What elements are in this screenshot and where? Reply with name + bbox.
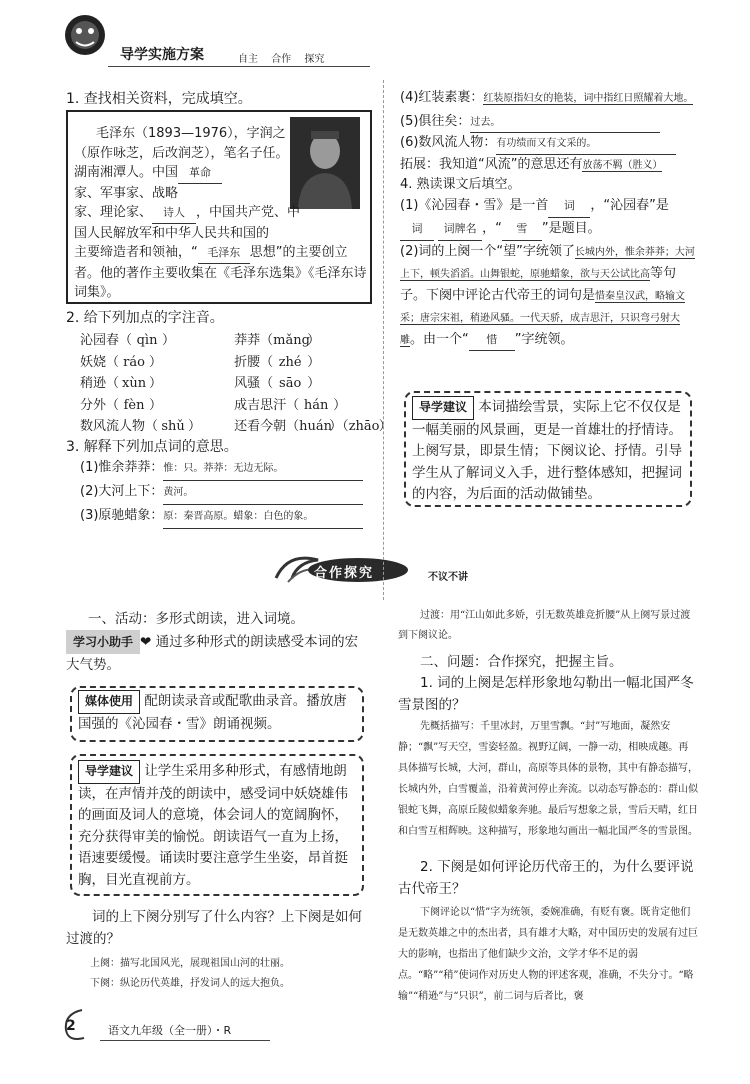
q3-label: 3. 解释下列加点词的意思。 <box>66 439 238 455</box>
phonetic-answer: zhé <box>278 354 302 370</box>
phonetic-answer: sāo <box>279 376 302 391</box>
bio-line: 家、理论家、 诗人 ，中国共产党、中 <box>74 203 367 224</box>
helper-line: 学习小助手 ❤ 通过多种形式的朗读感受本词的宏大气势。 <box>66 630 366 676</box>
structure-answer-1: 上阕：描写北国风光，展现祖国山河的壮丽。 <box>90 958 290 969</box>
explanation-answer: 黄河。 <box>163 482 363 505</box>
explanation-answer: 原：秦晋高原。蜡象：白色的象。 <box>163 506 363 529</box>
explanation-row: (1)惟余莽莽：惟：只。莽莽：无边无际。 <box>80 457 370 481</box>
header-modes <box>238 50 324 65</box>
question-1: 1. 词的上阕是怎样形象地勾勒出一幅北国严冬雪景图的？ <box>398 675 694 713</box>
phonetic-word: 莽莽 <box>234 333 261 348</box>
header-rule <box>108 66 370 67</box>
phonetic-row: 稍逊（ xùn ） 风骚（ sāo ） <box>80 373 380 395</box>
activity-heading: 一、活动：多形式朗读，进入词境。 <box>88 611 304 627</box>
footer-swirl-icon <box>60 1004 90 1048</box>
mode-coop: 合作 <box>271 54 292 65</box>
fill-answer: 惜秦皇汉武，略输文采；唐宗宋祖，稍逊风骚。一代天骄，成吉思汗，只识弯弓射大雕 <box>400 290 686 346</box>
fill-answer: 词牌名 <box>438 218 482 241</box>
section-banner <box>268 548 508 588</box>
explain-item: (5)俱往矣：过去。 <box>400 112 700 134</box>
column-divider <box>383 80 384 600</box>
answer-2: 下阕评论以“惜”字为统领，委婉准确，有贬有褒。既肯定他们是无数英雄之中的杰出者，具有雄才大略，对中国历史的发展有过巨大的影响，也指出了他们缺少文治，文学才华不足的弱点。“略”“稍”使词作对历史人物的评述客观，准确，不失分寸。“略输”“稍逊”与“只识”，前二词与后者比，褒 <box>398 907 698 1002</box>
bio-text <box>74 124 367 303</box>
fill-answer: 词 <box>548 195 590 218</box>
media-text: 媒体使用 配朗读录音或配歌曲录音。播放唐国强的《沁园春・雪》朗诵视频。 <box>78 690 356 735</box>
section-note: 不议不讲 <box>428 572 468 583</box>
footer-book: 语文九年级（全一册）・R <box>108 1024 232 1037</box>
answer-1: 先概括描写：千里冰封，万里雪飘。“封”写地面，凝然安静；“飘”写天空，雪姿轻盈。视野辽阔，一静一动，相映成趣。再具体描写长城，大河，群山，高原等具体的景物，其中有静态描写，长城内外，白雪覆盖，沿着黄河停止奔流。以动态写静态的：群山似银蛇飞舞，高原丘陵似蜡象奔驰。最后写想象之景，雪后天晴，红日和白雪互相辉映。这种描写，形象地勾画出一幅北国严冬的雪景图。 <box>398 721 698 837</box>
phonetic-answer: huán <box>299 419 333 434</box>
header-logo <box>62 12 108 58</box>
tip-text-top: 导学建议 本词描绘雪景，实际上它不仅仅是一幅美丽的风景画，更是一首雄壮的抒情诗。上阕写景，即景生情；下阕议论、抒情。引导学生从了解词义入手，进行整体感知，把握词的内容，为后面的活动做铺垫。 <box>412 396 684 506</box>
phonetic-answer: qìn <box>136 333 158 348</box>
structure-answer-2: 下阕：纵论历代英雄，抒发词人的远大抱负。 <box>90 978 290 989</box>
explain-answer: 过去。 <box>470 113 660 134</box>
phonetic-answer: shǔ <box>161 419 185 434</box>
tip-label: 导学建议 <box>78 760 140 784</box>
tip-label: 导学建议 <box>412 396 474 420</box>
bio-line: 湖南湘潭人。中国 革命 <box>74 163 367 184</box>
structure-question: 词的上下阕分别写了什么内容？上下阕是如何过渡的？ <box>66 909 362 947</box>
heart-icon: ❤ <box>140 634 156 650</box>
phonetic-word: 妖娆 <box>80 354 107 370</box>
fill1: (1)《沁园春・雪》是一首 词 ，“沁园春”是词 词牌名 ，“ 雪 ”是题目。 <box>400 195 700 241</box>
bio-line: 毛泽东（1893—1976），字润之 <box>96 126 286 141</box>
swirl-icon <box>268 548 508 588</box>
question-2: 2. 下阕是如何评论历代帝王的，为什么要评说古代帝王？ <box>398 859 694 897</box>
phonetic-answer: hán <box>303 397 329 413</box>
tip-text-bottom: 导学建议 让学生采用多种形式，有感情地朗读，在声情并茂的朗读中，感受词中妖娆雄伟的画面及词人的意境，体会词人的宽阔胸怀，充分获得审美的愉悦。朗读语气一直为上扬，语速要缓慢。诵读时要注意学生坐姿，昂首挺胸，目光直视前方。 <box>78 760 356 891</box>
phonetic-answer: fèn <box>123 397 145 413</box>
expand-answer: 放荡不羁（胜义） <box>582 159 663 171</box>
fill2: (2)词的上阕一个“望”字统领了长城内外，惟余莽莽；大河上下，顿失滔滔。山舞银蛇，原驰蜡象，欲与天公试比高等句子。下阕中评论古代帝王的词句是惜秦皇汉武，略输文采；唐宗宋祖，稍逊风骚。一代天骄，成吉思汗，只识弯弓射大雕。由一个“ 惜 ”字统领。 <box>400 241 700 351</box>
q1-label: 1. 查找相关资料，完成填空。 <box>66 91 252 107</box>
explain-answer: 有功绩而又有文采的。 <box>496 134 676 155</box>
page-number: 2 <box>66 1018 76 1034</box>
bio-answer: 诗人 <box>152 203 196 224</box>
helper-label: 学习小助手 <box>66 630 140 654</box>
phonetic-word: 成吉思汗 <box>234 397 287 413</box>
explain-item: (6)数风流人物：有功绩而又有文采的。 <box>400 133 700 155</box>
phonetic-word: 还看今朝 <box>234 419 287 434</box>
phonetic-word: 沁园春 <box>80 333 120 348</box>
bio-line: （原作咏芝，后改润芝），笔名子任。 <box>74 145 289 161</box>
fill-answer: 雪 <box>502 218 542 241</box>
bio-line: 家、军事家、战略 <box>74 185 179 201</box>
expand-line: 拓展：我知道“风流”的意思还有放荡不羁（胜义） <box>400 156 663 172</box>
phonetic-answer: zhāo <box>348 419 380 434</box>
footer-rule <box>100 1040 270 1041</box>
phonetic-row: 分外（ fèn ） 成吉思汗（ hán ） <box>80 395 380 417</box>
bio-line: 国人民解放军和中华人民共和国的 <box>74 225 270 241</box>
q4-label: 4. 熟读课文后填空。 <box>400 177 521 192</box>
right-items <box>400 88 700 351</box>
phonetic-row: 妖娆（ ráo ） 折腰（ zhé ） <box>80 352 380 374</box>
phonetic-word: 折腰 <box>234 354 261 370</box>
phonetic-row: 沁园春（ qìn ） 莽莽（mǎng） <box>80 330 380 352</box>
explain-answer: 红装原指妇女的艳装，词中指红日照耀着大地。 <box>483 93 694 104</box>
phonetic-word: 稍逊 <box>80 376 107 391</box>
explanation-row: (3)原驰蜡象：原：秦晋高原。蜡象：白色的象。 <box>80 505 370 529</box>
phonetic-row: 数风流人物（ shǔ ） 还看今朝（huán）（zhāo） <box>80 416 380 438</box>
bio-line: 者。他的著作主要收集在《毛泽东选集》《毛泽东诗 <box>74 265 367 281</box>
media-label: 媒体使用 <box>78 690 140 714</box>
bio-answer: 革命 <box>178 163 222 184</box>
explanations <box>80 457 370 529</box>
q2-label: 2. 给下列加点的字注音。 <box>66 310 224 326</box>
explanation-answer: 惟：只。莽莽：无边无际。 <box>163 458 363 481</box>
bio-line: 词集》。 <box>74 285 120 300</box>
phonetic-grid <box>80 330 392 438</box>
fill-answer: 长城内外，惟余莽莽；大河上下，顿失滔滔。山舞银蛇，原驰蜡象，欲与天公试比高 <box>400 246 695 280</box>
phonetic-answer: mǎng <box>273 333 310 348</box>
phonetic-answer: xùn <box>121 376 147 391</box>
fill-answer: 词 <box>400 218 434 241</box>
explanation-row: (2)大河上下：黄河。 <box>80 481 370 505</box>
phonetic-word: 数风流人物 <box>80 419 146 434</box>
mode-explore: 探究 <box>304 54 325 65</box>
bio-line: 主要缔造者和领袖，“ 毛泽东 思想”的主要创立 <box>74 243 367 264</box>
explain-item: (4)红装素裹：红装原指妇女的艳装，词中指红日照耀着大地。 <box>400 90 694 105</box>
phonetic-answer: ráo <box>123 354 145 370</box>
problem-heading: 二、问题：合作探究，把握主旨。 <box>420 654 623 670</box>
section-title: 合作探究 <box>314 566 375 581</box>
phonetic-word: 风骚 <box>234 376 261 391</box>
bio-answer: 毛泽东 <box>198 243 250 264</box>
mode-self: 自主 <box>238 54 258 65</box>
fill-answer: 惜 <box>469 329 515 351</box>
header-title: 导学实施方案 <box>120 47 204 63</box>
left-bottom <box>66 608 366 676</box>
transition-text: 过渡：用“江山如此多娇，引无数英雄竞折腰”从上阕写景过渡到下阕议论。 <box>398 610 691 641</box>
phonetic-word: 分外 <box>80 397 107 413</box>
